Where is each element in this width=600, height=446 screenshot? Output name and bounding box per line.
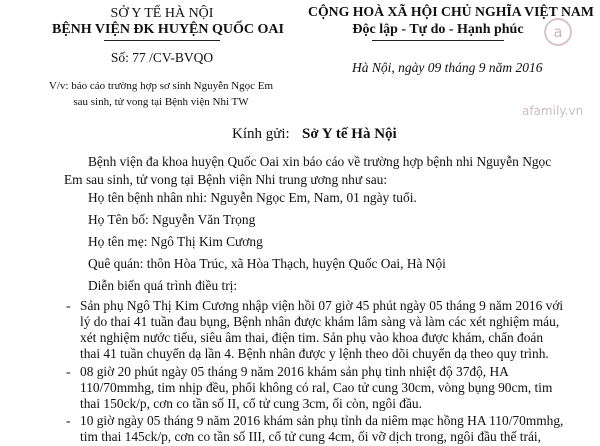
hometown-line: Quê quán: thôn Hòa Trúc, xã Hòa Thạch, huyện Quốc Oai, Hà Nội [88, 256, 446, 271]
document-date: Hà Nội, ngày 09 tháng 9 năm 2016 [352, 60, 543, 75]
watermark-brand: afamily.vn [522, 104, 584, 118]
intro-line-1: Bệnh viện đa khoa huyện Quốc Oai xin báo cáo về trường hợp bệnh nhi Nguyễn Ngọc [88, 154, 552, 169]
list-item-line: tim thai 145ck/p, cơn co tần số III, cổ tử cung 4cm, ối vỡ dịch trong, ngôi đầu thế trái, [80, 429, 541, 444]
list-item-bullet: - [66, 413, 71, 428]
ministry-name: SỞ Y TẾ HÀ NỘI [110, 6, 214, 21]
list-item-line: thai 150ck/p, cơn co tần số II, cổ tử cung 3cm, ối còn, ngôi đầu. [80, 396, 422, 411]
recipient-label: Kính gửi: [232, 126, 290, 142]
list-item-line: 110/70mmhg, tim nhịp đều, phổi không có ral, Cao tử cung 30cm, vòng bụng 90cm, tim [80, 380, 553, 395]
list-item-line: thai 41 tuần chuyển dạ lần 4. Bệnh nhân được y lệnh theo dõi chuyển dạ theo quy trình. [80, 346, 549, 361]
recipient-name: Sở Y tế Hà Nội [302, 126, 397, 142]
list-item-line: lý do thai 41 tuần đau bụng, Bệnh nhân được khám lâm sàng và làm các xét nghiệm máu, [80, 314, 560, 329]
nation-name: CỘNG HOÀ XÃ HỘI CHỦ NGHĨA VIỆT NAM [308, 5, 594, 20]
intro-line-2: Em sau sinh, tử vong tại Bệnh viện Nhi trung ương như sau: [64, 172, 388, 187]
list-item-line: Sản phụ Ngô Thị Kim Cương nhập viện hồi 07 giờ 45 phút ngày 05 tháng 9 năm 2016 với [80, 298, 564, 313]
list-item-line: xét nghiệm nước tiểu, siêu âm thai, điện tim. Sản phụ vào khoa được khám, chẩn đoán [80, 330, 544, 345]
list-item-bullet: - [66, 298, 71, 313]
national-motto: Độc lập - Tự do - Hạnh phúc [352, 22, 524, 37]
list-item-line: 08 giờ 20 phút ngày 05 tháng 9 năm 2016 khám sản phụ tinh nhiệt độ 37độ, HA [80, 364, 509, 379]
mother-name-line: Họ tên mẹ: Ngô Thị Kim Cương [88, 234, 263, 249]
document-number: Số: 77 /CV-BVQO [110, 50, 214, 65]
subject-line-2: sau sinh, tử vong tại Bệnh viện Nhi TW [73, 96, 249, 108]
motto-underline [372, 40, 504, 41]
list-item-bullet: - [66, 364, 71, 379]
subject-line-1: V/v: báo cáo trường hợp sơ sinh Nguyễn Ngọc Em [48, 80, 274, 92]
father-name-line: Họ Tên bố: Nguyễn Văn Trọng [88, 212, 256, 227]
hospital-underline [104, 40, 220, 41]
patient-name-line: Họ tên bệnh nhân nhi: Nguyễn Ngọc Em, Nam, 01 ngày tuổi. [88, 190, 417, 205]
treatment-process-title: Diễn biến quá trình điều trị: [88, 278, 238, 293]
afamily-logo-icon: a [544, 18, 572, 46]
list-item-line: 10 giờ ngày 05 tháng 9 năm 2016 khám sản phụ tỉnh da niêm mạc hồng HA 110/70mmhg, [80, 413, 564, 428]
hospital-name: BỆNH VIỆN ĐK HUYỆN QUỐC OAI [52, 22, 284, 37]
